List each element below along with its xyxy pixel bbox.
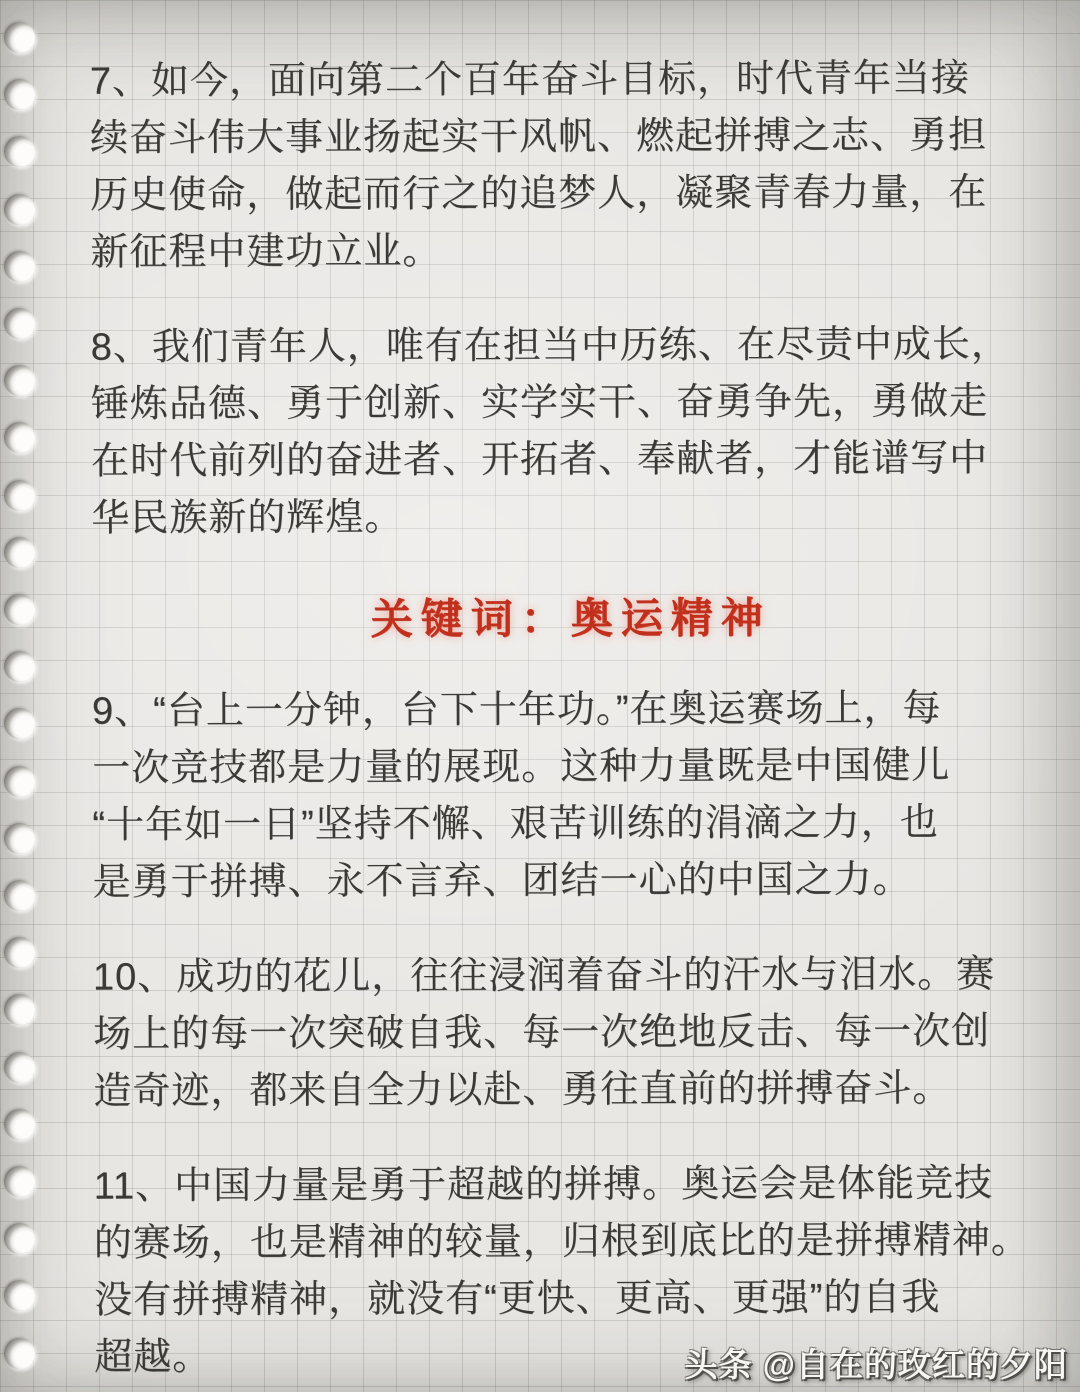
- binder-hole: [4, 1338, 35, 1369]
- keyword-heading: 关键词：奥运精神: [370, 594, 771, 643]
- binder-hole: [4, 480, 35, 511]
- text-line: 的赛场，也是精神的较量，归根到底比的是拼搏精神。: [93, 1219, 1030, 1265]
- text-line: 场上的每一次突破自我、每一次绝地反击、每一次创: [93, 1010, 991, 1056]
- binder-hole: [4, 308, 35, 339]
- paragraph-8: [91, 316, 1022, 547]
- text-line: 11、中国力量是勇于超越的拼搏。奥运会是体能竞技: [93, 1162, 994, 1208]
- binder-hole: [4, 1166, 35, 1197]
- binder-hole: [4, 880, 35, 911]
- text-line: 7、如今，面向第二个百年奋斗目标，时代青年当接: [89, 57, 971, 103]
- text-line: 续奋斗伟大事业扬起实干风帆、燃起拼搏之志、勇担: [89, 114, 988, 160]
- binder-hole: [4, 1109, 35, 1140]
- text-line: 新征程中建功立业。: [90, 230, 442, 274]
- text-line: “十年如一日”坚持不懈、艰苦训练的涓滴之力，也: [92, 801, 939, 847]
- binder-hole: [4, 937, 35, 968]
- binder-hole: [4, 365, 35, 396]
- text-line: 在时代前列的奋进者、开拓者、奉献者，才能谱写中: [91, 437, 989, 483]
- text-line: 超越。: [94, 1336, 212, 1379]
- binder-hole: [4, 594, 35, 625]
- binder-hole: [4, 136, 35, 167]
- text-line: 造奇迹，都来自全力以赴、勇往直前的拼搏奋斗。: [93, 1067, 952, 1113]
- binder-hole: [4, 251, 35, 282]
- paragraph-9: [92, 680, 1023, 911]
- text-line: 8、我们青年人，唯有在担当中历练、在尽责中成长，: [90, 323, 1010, 369]
- binder-hole: [4, 1052, 35, 1083]
- binder-hole: [4, 1280, 35, 1311]
- text-line: 9、“台上一分钟，台下十年功。”在奥运赛场上，每: [91, 687, 942, 733]
- text-line: 历史使命，做起而行之的追梦人，凝聚青春力量，在: [90, 171, 988, 217]
- paragraph-10: [93, 946, 1024, 1120]
- binder-hole: [4, 194, 35, 225]
- text-line: 没有拼搏精神，就没有“更快、更高、更强”的自我: [93, 1276, 941, 1322]
- binder-hole: [4, 22, 35, 53]
- binder-hole: [4, 766, 35, 797]
- text-line: 锤炼品德、勇于创新、实学实干、奋勇争先，勇做走: [90, 380, 989, 426]
- text-line: 是勇于拼搏、永不言弃、团结一心的中国之力。: [92, 858, 912, 904]
- binder-hole: [4, 422, 35, 453]
- binder-hole: [4, 1223, 35, 1254]
- text-line: 华民族新的辉煌。: [91, 496, 404, 540]
- binder-hole: [4, 79, 35, 110]
- binder-hole: [4, 651, 35, 682]
- watermark: 头条 @自在的玫红的夕阳: [684, 1346, 1068, 1383]
- text-line: 10、成功的花儿，往往浸润着奋斗的汗水与泪水。赛: [92, 953, 996, 999]
- binder-hole: [4, 537, 35, 568]
- binder-hole: [4, 708, 35, 739]
- binder-hole: [4, 823, 35, 854]
- text-line: 一次竞技都是力量的展现。这种力量既是中国健儿: [92, 744, 951, 790]
- binder-hole: [4, 994, 35, 1025]
- paragraph-7: [90, 50, 1021, 281]
- binder-holes: [0, 0, 60, 1392]
